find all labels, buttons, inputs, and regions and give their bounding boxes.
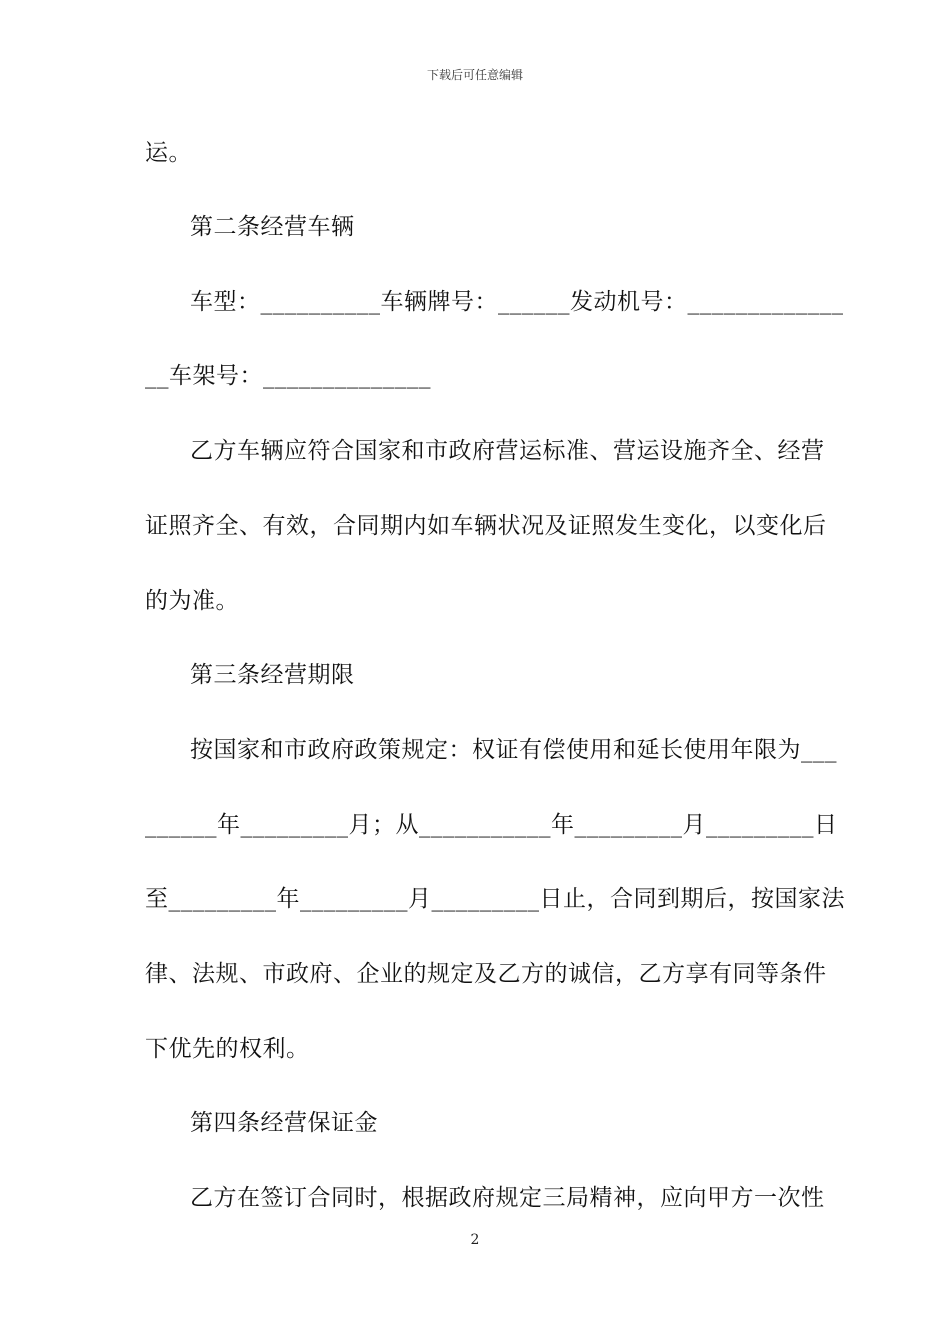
body-line-vehicle-fields: 车型：__________车辆牌号：______发动机号：_____________ [190,289,844,315]
body-line-standards-1: 乙方车辆应符合国家和市政府营运标准、营运设施齐全、经营 [190,438,825,464]
page-header: 下载后可任意编辑 [426,68,523,82]
body-line-term-5: 下优先的权利。 [145,1036,310,1062]
body-line-chassis: __车架号：______________ [145,363,431,389]
body-line-standards-2: 证照齐全、有效，合同期内如车辆状况及证照发生变化，以变化后 [145,513,827,539]
body-line-deposit-1: 乙方在签订合同时，根据政府规定三局精神，应向甲方一次性 [190,1185,825,1211]
body-line-term-2: ______年_________月；从___________年_________月_________日 [145,812,838,838]
body-line-term-3: 至_________年_________月_________日止，合同到期后，按国家法 [145,886,845,912]
body-line-1: 运。 [145,140,192,166]
body-line-term-4: 律、法规、市政府、企业的规定及乙方的诚信，乙方享有同等条件 [145,961,827,987]
body-line-standards-3: 的为准。 [145,588,239,614]
body-line-term-1: 按国家和市政府政策规定：权证有偿使用和延长使用年限为___ [190,737,837,763]
section-heading-term: 第三条经营期限 [190,662,355,688]
section-heading-deposit: 第四条经营保证金 [190,1110,378,1136]
section-heading-vehicle: 第二条经营车辆 [190,214,355,240]
page-number: 2 [470,1232,480,1248]
